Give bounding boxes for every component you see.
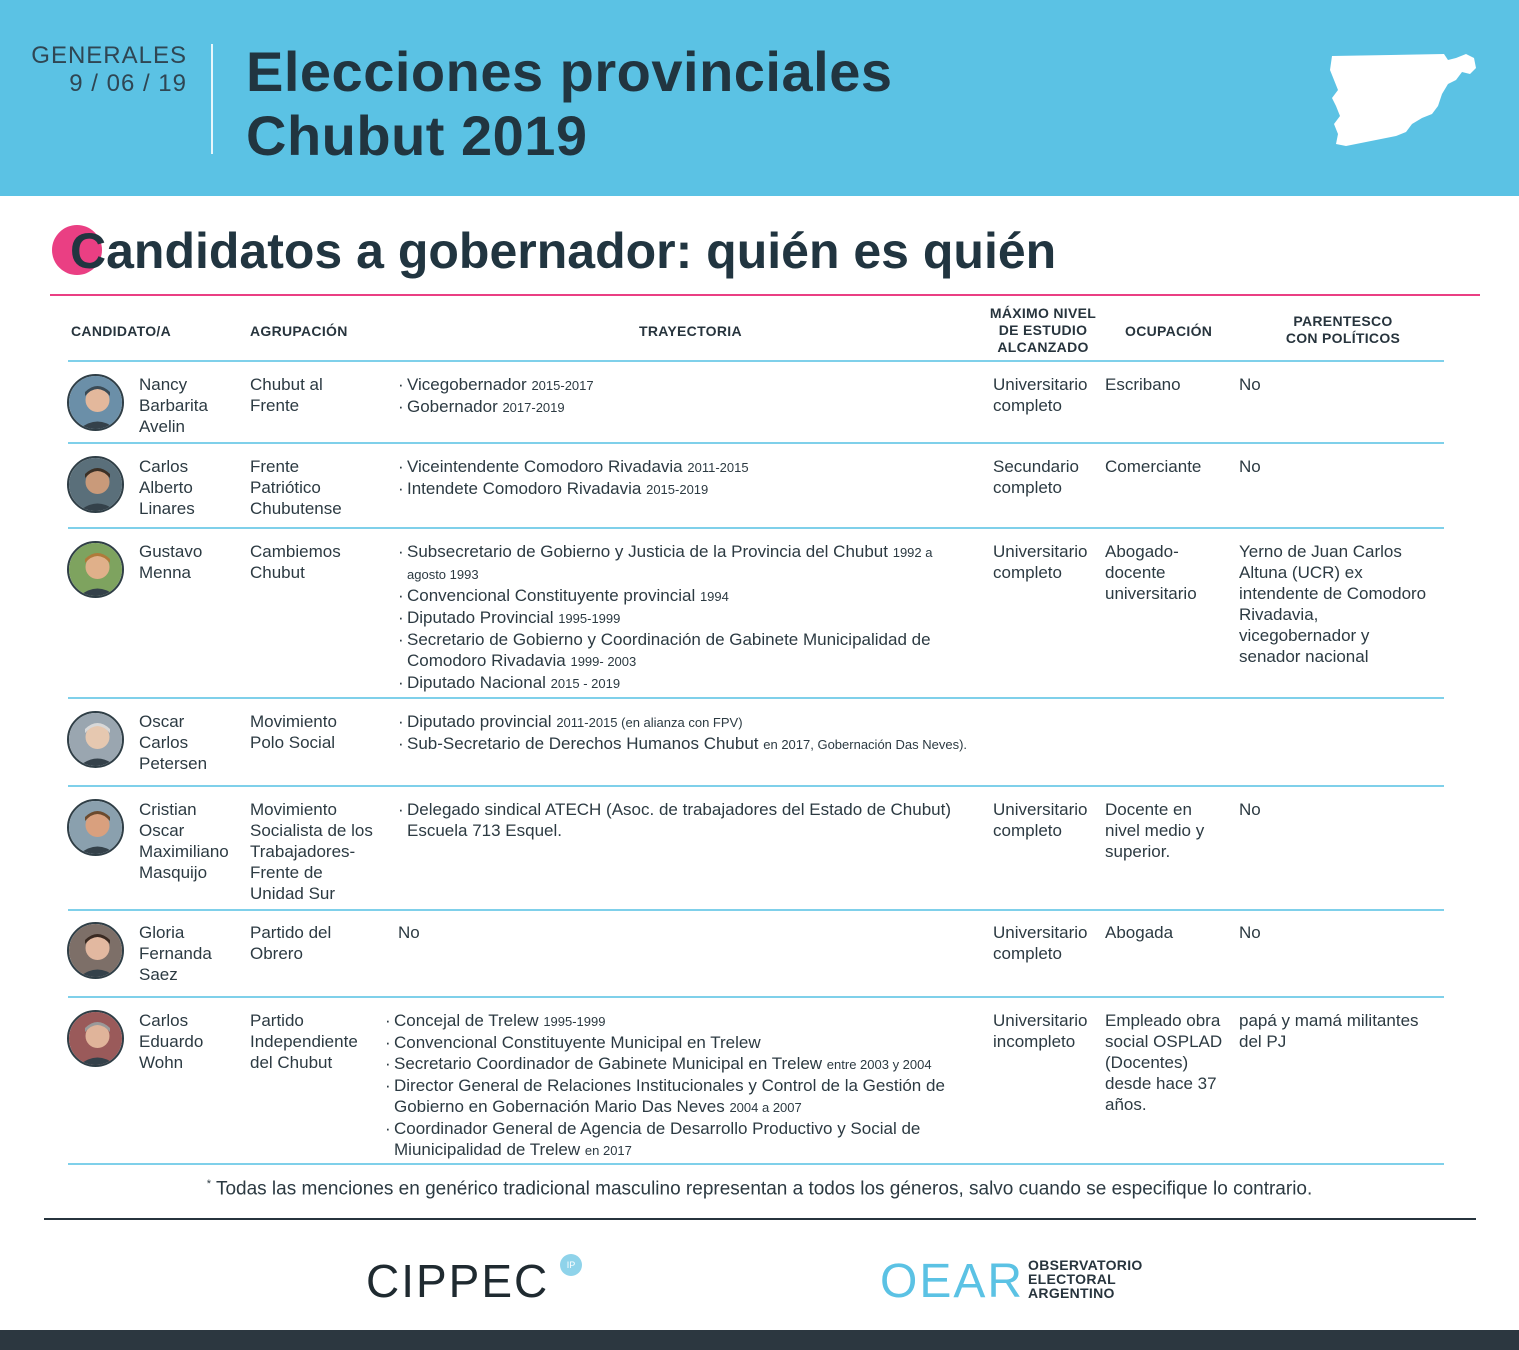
education-line: Universitario	[993, 800, 1088, 819]
candidate-name	[139, 541, 202, 583]
candidate-party	[250, 1010, 358, 1073]
candidate-name-line: Gustavo	[139, 542, 203, 561]
trajectory-years: 2011-2015 (en alianza con FPV)	[556, 715, 743, 730]
relatives-line: papá y mamá militantes	[1239, 1011, 1419, 1030]
trajectory-years: 2015 - 2019	[550, 676, 621, 691]
candidate-name	[139, 456, 195, 519]
education-line: incompleto	[993, 1032, 1076, 1051]
trajectory-role: Vicegobernador	[407, 375, 532, 394]
party-line: Partido del	[250, 923, 332, 942]
candidate-photo-icon	[67, 456, 124, 513]
trajectory-years: 2011-2015	[687, 460, 749, 475]
candidate-name-line: Menna	[139, 563, 191, 582]
oear-logo-subtitle	[1028, 1258, 1143, 1300]
candidate-photo-icon	[67, 922, 124, 979]
trajectory-role: Diputado Nacional	[407, 673, 551, 692]
footer-bar	[0, 1330, 1519, 1350]
trajectory-item	[385, 1032, 960, 1053]
trajectory-role: Viceintendente Comodoro Rivadavia	[407, 457, 688, 476]
page-title	[246, 40, 892, 168]
trajectory-item	[398, 478, 968, 500]
party-line: Polo Social	[250, 733, 336, 752]
trajectory-item	[398, 799, 978, 841]
candidate-trajectory	[398, 711, 988, 755]
candidate-education	[993, 374, 1087, 416]
occupation-line: años.	[1105, 1095, 1147, 1114]
candidate-trajectory	[398, 922, 968, 943]
candidate-party	[250, 374, 323, 416]
candidate-trajectory	[398, 374, 968, 418]
trajectory-role: Coordinador General de Agencia de Desarrollo Productivo y Social de Miunicipalidad de Trelew	[394, 1119, 921, 1159]
education-line: Universitario	[993, 375, 1088, 394]
candidate-occupation	[1105, 1010, 1222, 1115]
trajectory-role: Sub-Secretario de Derechos Humanos Chubut	[407, 734, 764, 753]
election-date	[31, 42, 187, 98]
table-rule	[68, 360, 1444, 362]
occupation-line: (Docentes)	[1105, 1053, 1189, 1072]
occupation-line: Empleado obra	[1105, 1011, 1221, 1030]
trajectory-item	[398, 733, 988, 755]
candidate-name-line: Masquijo	[139, 863, 208, 882]
candidate-education	[993, 799, 1087, 841]
trajectory-item	[398, 711, 988, 733]
party-line: Frente	[250, 457, 300, 476]
col-header-parentesco-l2: CON POLÍTICOS	[1285, 330, 1401, 346]
col-header-trayectoria: TRAYECTORIA	[639, 323, 742, 339]
relatives-line: senador nacional	[1239, 647, 1369, 666]
trajectory-item	[398, 629, 968, 672]
candidate-name-line: Carlos	[139, 1011, 189, 1030]
candidate-education	[993, 1010, 1087, 1052]
relatives-line: No	[1239, 457, 1261, 476]
education-line: Universitario	[993, 923, 1088, 942]
trajectory-list	[398, 456, 968, 500]
education-line: completo	[993, 563, 1062, 582]
candidate-occupation	[1105, 374, 1181, 395]
cippec-badge-icon: IP	[560, 1254, 582, 1276]
candidate-education	[993, 541, 1087, 583]
trajectory-list	[398, 711, 988, 755]
candidate-name-line: Alberto	[139, 478, 193, 497]
candidate-party	[250, 799, 373, 904]
col-header-ocupacion: OCUPACIÓN	[1125, 323, 1213, 339]
occupation-line: Comerciante	[1105, 457, 1202, 476]
candidate-education	[993, 456, 1079, 498]
candidate-relatives	[1239, 799, 1261, 820]
candidate-name-line: Linares	[139, 499, 195, 518]
col-header-estudio-l3: ALCANZADO	[997, 339, 1089, 355]
occupation-line: Docente en	[1105, 800, 1192, 819]
trajectory-role: Diputado provincial	[407, 712, 557, 731]
trajectory-role: Gobernador	[407, 397, 503, 416]
education-line: completo	[993, 396, 1062, 415]
occupation-line: superior.	[1105, 842, 1171, 861]
candidate-party	[250, 541, 341, 583]
occupation-line: universitario	[1105, 584, 1197, 603]
trajectory-list	[398, 374, 968, 418]
candidate-name-line: Carlos	[139, 733, 189, 752]
candidate-occupation	[1105, 456, 1201, 477]
trajectory-role: Concejal de Trelew	[394, 1011, 544, 1030]
trajectory-years: en 2017, Gobernación Das Neves).	[763, 737, 968, 752]
election-date-value: 9 / 06 / 19	[69, 70, 187, 97]
trajectory-role: Secretario Coordinador de Gabinete Municipal en Trelew	[394, 1054, 827, 1073]
candidate-name-line: Oscar	[139, 712, 185, 731]
party-line: del Chubut	[250, 1053, 333, 1072]
candidate-name-line: Avelin	[139, 417, 185, 436]
candidate-occupation	[1105, 799, 1204, 862]
occupation-line: Escribano	[1105, 375, 1181, 394]
trajectory-years: 1994	[699, 589, 729, 604]
party-line: Unidad Sur	[250, 884, 336, 903]
education-line: Universitario	[993, 542, 1088, 561]
relatives-line: del PJ	[1239, 1032, 1287, 1051]
trajectory-years: 1995-1999	[558, 611, 621, 626]
party-line: Chubutense	[250, 499, 342, 518]
trajectory-item	[385, 1118, 960, 1161]
trajectory-years: 2017-2019	[502, 400, 565, 415]
trajectory-role: Intendete Comodoro Rivadavia	[407, 479, 647, 498]
heading-underline	[50, 294, 1480, 296]
trajectory-item	[385, 1075, 960, 1118]
candidate-name-line: Petersen	[139, 754, 208, 773]
table-rule	[68, 909, 1444, 911]
party-line: Cambiemos	[250, 542, 341, 561]
education-line: completo	[993, 478, 1062, 497]
occupation-line: nivel medio y	[1105, 821, 1205, 840]
candidate-name-line: Barbarita	[139, 396, 208, 415]
relatives-line: Altuna (UCR) ex	[1239, 563, 1363, 582]
relatives-line: No	[1239, 923, 1261, 942]
trajectory-years: entre 2003 y 2004	[826, 1057, 932, 1072]
education-line: completo	[993, 821, 1062, 840]
col-header-candidato: CANDIDATO/A	[71, 323, 172, 339]
trajectory-role: Subsecretario de Gobierno y Justicia de la Provincia del Chubut	[407, 542, 893, 561]
candidate-photo-icon	[67, 374, 124, 431]
trajectory-years: 1995-1999	[543, 1014, 606, 1029]
candidate-relatives	[1239, 922, 1261, 943]
section-title: Candidatos a gobernador: quién es quién	[70, 223, 1057, 279]
occupation-line: docente	[1105, 563, 1166, 582]
trajectory-years: en 2017	[584, 1143, 632, 1158]
party-line: Movimiento	[250, 712, 337, 731]
candidate-photo-icon	[67, 541, 124, 598]
education-line: Secundario	[993, 457, 1080, 476]
trajectory-list	[398, 799, 978, 841]
page-title-line2: Chubut 2019	[246, 104, 588, 167]
trajectory-years: 2015-2019	[646, 482, 709, 497]
candidate-relatives	[1239, 456, 1261, 477]
trajectory-role: Director General de Relaciones Institucionales y Control de la Gestión de Gobierno en Gobernación Mario Das Neves	[394, 1076, 945, 1116]
candidate-relatives	[1239, 1010, 1419, 1052]
trajectory-years: 2004 a 2007	[729, 1100, 802, 1115]
occupation-line: Abogada	[1105, 923, 1174, 942]
candidate-name	[139, 922, 212, 985]
gender-footnote	[0, 1178, 1519, 1200]
footnote-mark: *	[206, 1178, 212, 1190]
education-line: Universitario	[993, 1011, 1088, 1030]
candidate-name	[139, 711, 207, 774]
trajectory-item	[398, 396, 968, 418]
table-rule	[68, 996, 1444, 998]
candidate-name	[139, 1010, 203, 1073]
candidate-name-line: Wohn	[139, 1053, 184, 1072]
party-line: Socialista de los	[250, 821, 373, 840]
trajectory-item	[398, 541, 968, 585]
candidate-trajectory	[385, 1010, 960, 1161]
party-line: Chubut	[250, 563, 305, 582]
oear-logo: OEAR	[880, 1255, 1025, 1308]
oear-sub-line1: OBSERVATORIO	[1028, 1257, 1143, 1273]
candidate-relatives	[1239, 374, 1261, 395]
page-title-line1: Elecciones provinciales	[246, 40, 893, 103]
occupation-line: social OSPLAD	[1105, 1032, 1223, 1051]
party-line: Movimiento	[250, 800, 337, 819]
occupation-line: Abogado-	[1105, 542, 1179, 561]
trajectory-item	[385, 1053, 960, 1075]
candidate-photo-icon	[67, 799, 124, 856]
footnote-text: Todas las menciones en genérico tradicional masculino representan a todos los géneros, salvo cuando se especifique lo contrario.	[211, 1178, 1313, 1200]
trajectory-item	[398, 585, 968, 607]
relatives-line: Yerno de Juan Carlos	[1239, 542, 1402, 561]
candidate-relatives	[1239, 541, 1426, 667]
col-header-parentesco	[1270, 313, 1416, 347]
candidate-party	[250, 711, 337, 753]
party-line: Chubut al	[250, 375, 323, 394]
candidate-name-line: Oscar	[139, 821, 185, 840]
occupation-line: desde hace 37	[1105, 1074, 1217, 1093]
trajectory-list	[398, 541, 968, 694]
candidate-name	[139, 374, 208, 437]
candidate-trajectory	[398, 799, 978, 841]
candidate-name-line: Eduardo	[139, 1032, 204, 1051]
trajectory-role: Convencional Constituyente provincial	[407, 586, 700, 605]
col-header-estudio	[984, 305, 1102, 356]
table-rule	[68, 527, 1444, 529]
trajectory-item	[385, 1010, 960, 1032]
table-rule	[68, 442, 1444, 444]
oear-sub-line2: ELECTORAL	[1028, 1271, 1116, 1287]
candidate-occupation	[1105, 922, 1173, 943]
party-line: Obrero	[250, 944, 303, 963]
table-rule	[68, 1163, 1444, 1165]
oear-sub-line3: ARGENTINO	[1028, 1285, 1115, 1301]
trajectory-item	[398, 374, 968, 396]
col-header-estudio-l1: MÁXIMO NIVEL	[989, 305, 1097, 321]
relatives-line: vicegobernador y	[1239, 626, 1370, 645]
party-line: Patriótico	[250, 478, 321, 497]
table-rule	[68, 697, 1444, 699]
candidate-photo-icon	[67, 1010, 124, 1067]
education-line: completo	[993, 944, 1062, 963]
trajectory-text: No	[398, 923, 420, 942]
trajectory-item	[398, 607, 968, 629]
party-line: Frente	[250, 396, 300, 415]
candidate-education	[993, 922, 1087, 964]
party-line: Trabajadores-	[250, 842, 356, 861]
candidate-trajectory	[398, 456, 968, 500]
trajectory-role: Delegado sindical ATECH (Asoc. de trabajadores del Estado de Chubut) Escuela 713 Esquel.	[407, 800, 951, 840]
trajectory-item	[398, 456, 968, 478]
party-line: Independiente	[250, 1032, 358, 1051]
trajectory-role: Convencional Constituyente Municipal en Trelew	[394, 1033, 761, 1052]
trajectory-item	[398, 672, 968, 694]
candidate-name	[139, 799, 229, 883]
candidate-name-line: Cristian	[139, 800, 197, 819]
party-line: Frente de	[250, 863, 323, 882]
party-line: Partido	[250, 1011, 304, 1030]
trajectory-role: Diputado Provincial	[407, 608, 559, 627]
header-banner	[0, 0, 1519, 196]
relatives-line: No	[1239, 800, 1261, 819]
election-type: GENERALES	[31, 42, 187, 69]
candidate-name-line: Gloria	[139, 923, 185, 942]
candidate-name-line: Fernanda	[139, 944, 212, 963]
trajectory-years: 1992 a agosto 1993	[407, 545, 933, 582]
trajectory-list	[385, 1010, 960, 1161]
trajectory-role: Secretario de Gobierno y Coordinación de Gabinete Municipalidad de Comodoro Rivadavia	[407, 630, 931, 670]
col-header-agrupacion: AGRUPACIÓN	[250, 323, 348, 339]
cippec-logo: CIPPEC	[366, 1255, 550, 1307]
table-rule	[68, 785, 1444, 787]
candidate-occupation	[1105, 541, 1197, 604]
trajectory-years: 2015-2017	[531, 378, 594, 393]
relatives-line: Rivadavia,	[1239, 605, 1319, 624]
candidate-name-line: Saez	[139, 965, 178, 984]
candidate-name-line: Nancy	[139, 375, 188, 394]
relatives-line: No	[1239, 375, 1261, 394]
col-header-estudio-l2: DE ESTUDIO	[998, 322, 1088, 338]
footer-divider	[44, 1218, 1476, 1220]
candidate-photo-icon	[67, 711, 124, 768]
candidate-party	[250, 456, 342, 519]
col-header-parentesco-l1: PARENTESCO	[1293, 313, 1393, 329]
candidate-trajectory	[398, 541, 968, 694]
candidate-party	[250, 922, 331, 964]
trajectory-years: 1999- 2003	[570, 654, 637, 669]
candidate-name-line: Carlos	[139, 457, 189, 476]
candidate-name-line: Maximiliano	[139, 842, 229, 861]
relatives-line: intendente de Comodoro	[1239, 584, 1427, 603]
header-divider	[211, 44, 213, 154]
chubut-map-icon	[1326, 50, 1478, 150]
